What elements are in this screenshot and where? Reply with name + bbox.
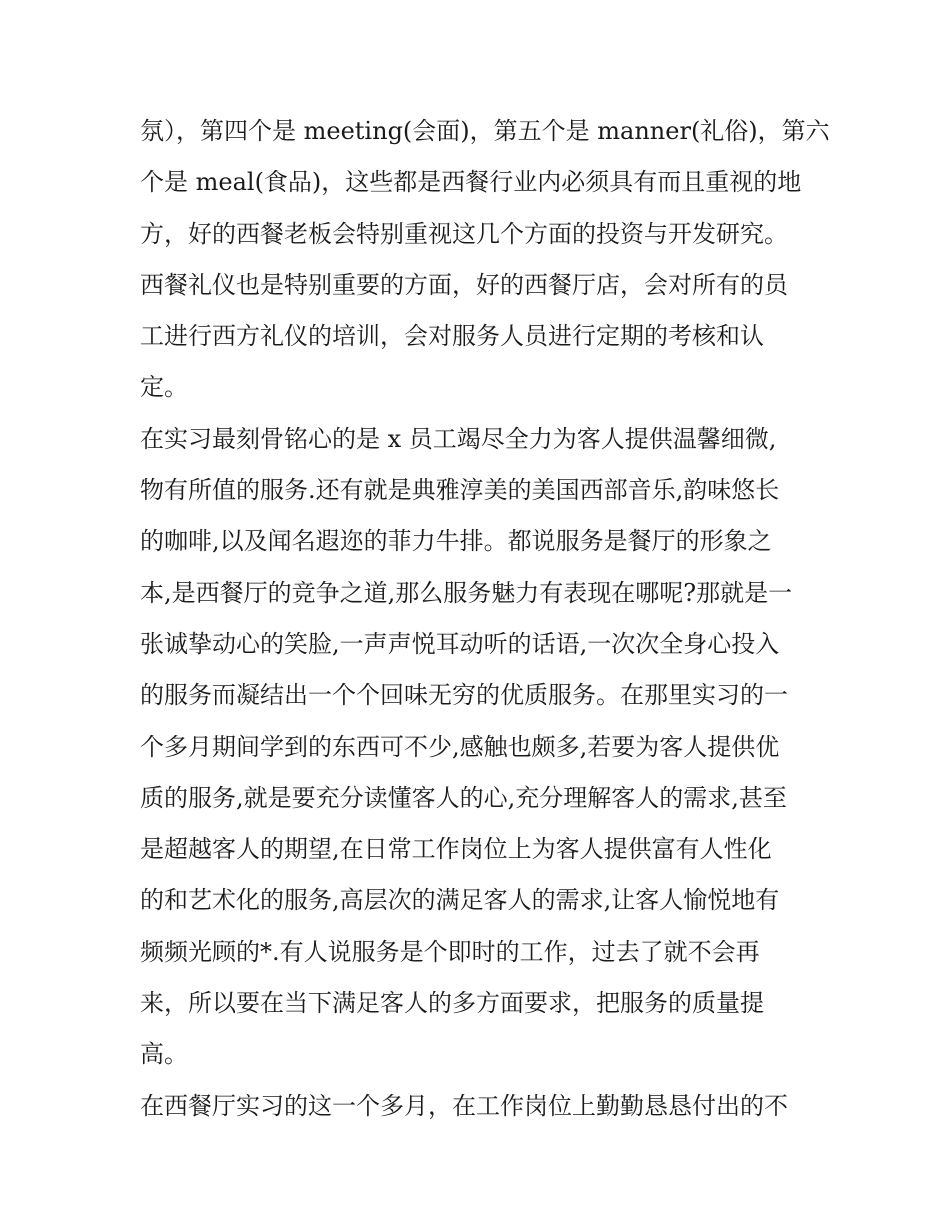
paragraph [140,414,820,1081]
text-line: 频频光顾的*.有人说服务是个即时的工作，过去了就不会再 [140,937,760,966]
text-line: 本,是西餐厅的竞争之道,那么服务魅力有表现在哪呢?那就是一 [140,578,793,607]
text-line: 的服务而凝结出一个个回味无穷的优质服务。在那里实习的一 [140,681,788,710]
text-line: 张诚挚动心的笑脸,一声声悦耳动听的话语,一次次全身心投入 [140,629,780,658]
text-line: 方，好的西餐老板会特别重视这几个方面的投资与开发研究。 [140,219,788,248]
text-line: 物有所值的服务.还有就是典雅淳美的美国西部音乐,韵味悠长 [140,476,780,505]
text-line: 氛），第四个是 meeting(会面)，第五个是 manner(礼俗)，第六 [140,117,830,145]
text-line: 来，所以要在当下满足客人的多方面要求，把服务的质量提 [140,989,764,1018]
text-line: 个多月期间学到的东西可不少,感触也颇多,若要为客人提供优 [140,732,780,761]
text-line: 在西餐厅实习的这一个多月，在工作岗位上勤勤恳恳付出的不 [140,1091,788,1120]
text-line: 是超越客人的期望,在日常工作岗位上为客人提供富有人性化 [140,835,772,864]
text-line: 高。 [140,1040,188,1069]
text-line: 质的服务,就是要充分读懂客人的心,充分理解客人的需求,甚至 [140,783,787,812]
paragraph [140,1081,820,1132]
text-line: 工进行西方礼仪的培训，会对服务人员进行定期的考核和认 [140,322,764,351]
text-line: 定。 [140,373,188,402]
paragraph [140,106,830,414]
text-line: 在实习最刻骨铭心的是 x 员工竭尽全力为客人提供温馨细微, [140,424,777,453]
document-body [140,106,830,1132]
text-line: 的咖啡,以及闻名遐迩的菲力牛排。都说服务是餐厅的形象之 [140,527,772,556]
text-line: 西餐礼仪也是特别重要的方面，好的西餐厅店，会对所有的员 [140,270,788,299]
text-line: 的和艺术化的服务,高层次的满足客人的需求,让客人愉悦地有 [140,886,780,915]
text-line: 个是 meal(食品)，这些都是西餐行业内必须具有而且重视的地 [140,168,802,197]
